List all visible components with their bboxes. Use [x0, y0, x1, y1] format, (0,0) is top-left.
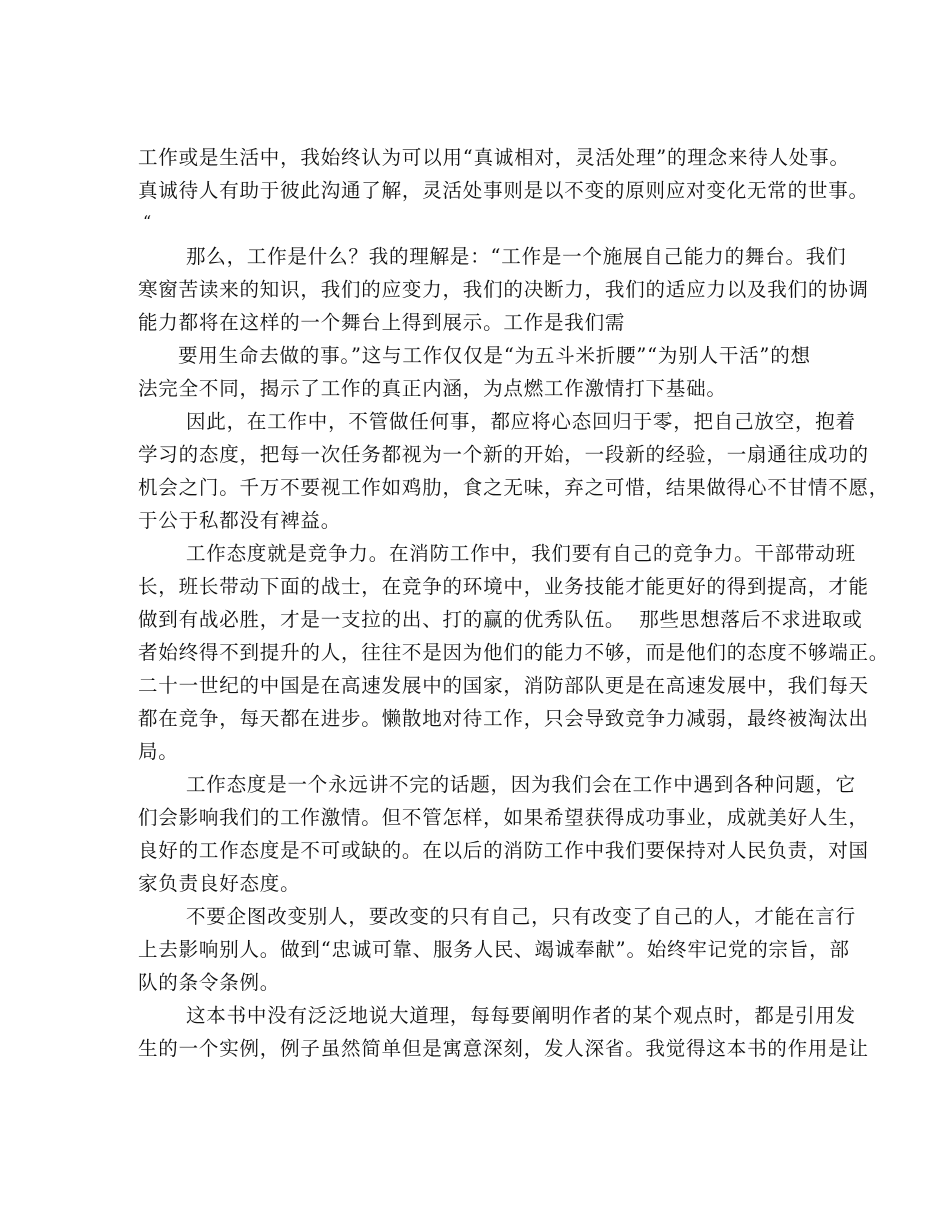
text-line: 工作或是生活中，我始终认为可以用“真诚相对，灵活处理”的理念来待人处事。: [138, 146, 850, 169]
text-line: 队的条令条例。: [138, 971, 281, 994]
text-line: 做到有战必胜，才是一支拉的出、打的赢的优秀队伍。 那些思想落后不求进取或: [138, 608, 863, 631]
text-line: 都在竞争，每天都在进步。懒散地对待工作，只会导致竞争力减弱，最终被淘汰出: [138, 707, 869, 730]
text-line: 要用生命去做的事。”这与工作仅仅是“为五斗米折腰”“为别人干活”的想: [178, 344, 811, 367]
text-line: 寒窗苦读来的知识，我们的应变力，我们的决断力，我们的适应力以及我们的协调: [138, 278, 869, 301]
text-line: 局。: [138, 740, 179, 763]
text-line: 者始终得不到提升的人，往往不是因为他们的能力不够，而是他们的态度不够端正。: [138, 641, 890, 664]
text-line: 真诚待人有助于彼此沟通了解，灵活处事则是以不变的原则应对变化无常的世事。: [138, 179, 869, 202]
text-line: 生的一个实例，例子虽然简单但是寓意深刻，发人深省。我觉得这本书的作用是让: [138, 1037, 869, 1060]
text-line: 那么，工作是什么？我的理解是：“工作是一个施展自己能力的舞台。我们: [186, 245, 847, 268]
text-line: 工作态度是一个永远讲不完的话题，因为我们会在工作中遇到各种问题，它: [186, 773, 856, 796]
text-line: 家负责良好态度。: [138, 872, 301, 895]
text-line: “: [143, 212, 152, 231]
text-line: 法完全不同，揭示了工作的真正内涵，为点燃工作激情打下基础。: [138, 377, 727, 400]
text-line: 机会之门。千万不要视工作如鸡肋，食之无味，弃之可惜，结果做得心不甘情不愿，: [138, 476, 890, 499]
text-line: 上去影响别人。做到“忠诚可靠、服务人民、竭诚奉献”。始终牢记党的宗旨，部: [138, 938, 850, 961]
text-line: 能力都将在这样的一个舞台上得到展示。工作是我们需: [138, 311, 626, 334]
text-line: 因此，在工作中，不管做任何事，都应将心态回归于零，把自己放空，抱着: [186, 410, 856, 433]
text-line: 这本书中没有泛泛地说大道理，每每要阐明作者的某个观点时，都是引用发: [186, 1004, 856, 1027]
text-line: 于公于私都没有裨益。: [138, 509, 342, 532]
text-line: 们会影响我们的工作激情。但不管怎样，如果希望获得成功事业，成就美好人生，: [138, 806, 869, 829]
text-line: 学习的态度，把每一次任务都视为一个新的开始，一段新的经验，一扇通往成功的: [138, 443, 869, 466]
text-line: 不要企图改变别人，要改变的只有自己，只有改变了自己的人，才能在言行: [186, 905, 856, 928]
text-line: 二十一世纪的中国是在高速发展中的国家，消防部队更是在高速发展中，我们每天: [138, 674, 869, 697]
text-line: 工作态度就是竞争力。在消防工作中，我们要有自己的竞争力。干部带动班: [186, 542, 856, 565]
text-line: 良好的工作态度是不可或缺的。在以后的消防工作中我们要保持对人民负责，对国: [138, 839, 869, 862]
text-line: 长，班长带动下面的战士，在竞争的环境中，业务技能才能更好的得到提高，才能: [138, 575, 869, 598]
